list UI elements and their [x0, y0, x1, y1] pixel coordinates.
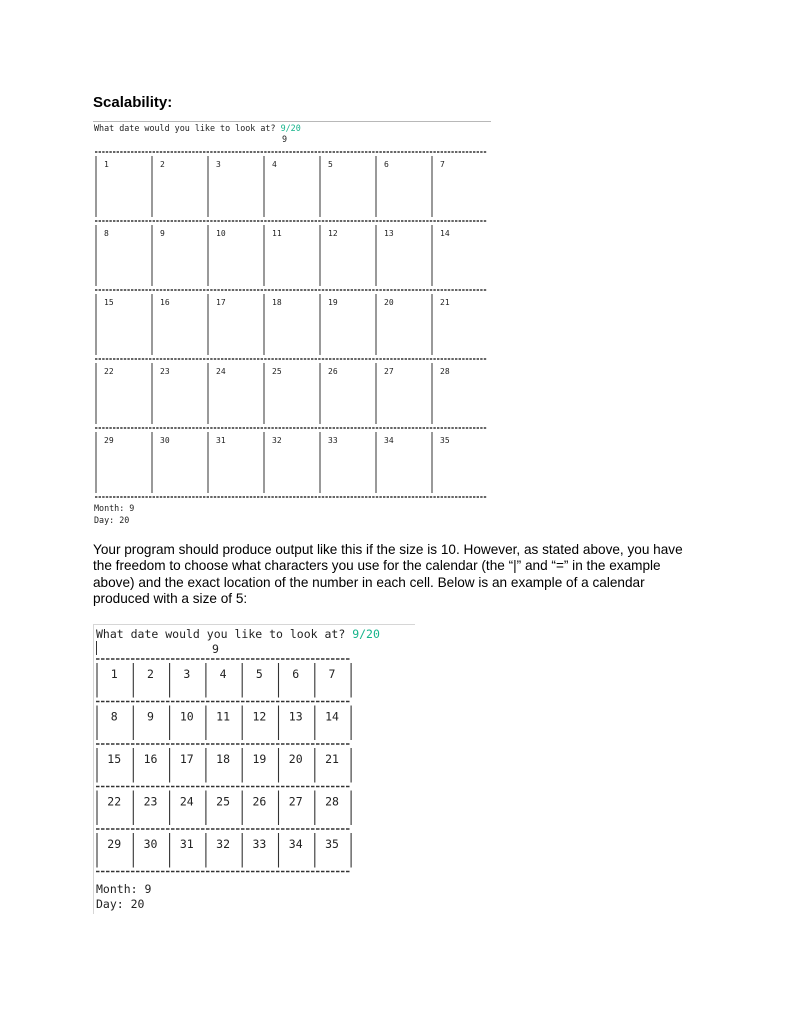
text-cursor	[96, 641, 97, 655]
day-number: 11	[216, 709, 231, 724]
day-number: 31	[179, 837, 194, 851]
day-number: 30	[160, 436, 170, 445]
day-number: 17	[216, 298, 226, 307]
day-number: 33	[328, 436, 338, 445]
screenshot-top-border	[93, 624, 415, 625]
day-number: 2	[147, 667, 154, 681]
day-number: 25	[216, 794, 231, 809]
day-number: 15	[107, 752, 122, 766]
day-number: 12	[252, 709, 267, 724]
day-number: 34	[384, 436, 394, 445]
day-number: 30	[143, 837, 158, 851]
day-number: 9	[160, 229, 165, 238]
day-number: 3	[183, 667, 191, 681]
day-number: 9	[147, 709, 154, 724]
day-number: 5	[328, 160, 333, 169]
calendar-grid-small	[96, 657, 352, 877]
day-number: 8	[110, 709, 118, 724]
day-number: 3	[216, 160, 221, 169]
day-number: 1	[110, 667, 118, 681]
day-number: 29	[107, 837, 122, 851]
month-line: Month: 9	[96, 882, 152, 896]
day-number: 21	[440, 298, 450, 307]
day-number: 20	[384, 298, 394, 307]
day-number: 14	[325, 709, 339, 724]
day-number: 12	[328, 229, 338, 238]
day-number: 27	[288, 794, 303, 809]
day-number: 22	[107, 794, 122, 809]
day-number: 2	[160, 160, 165, 169]
day-number: 6	[384, 160, 389, 169]
day-number: 16	[160, 298, 170, 307]
day-number: 31	[216, 436, 226, 445]
day-number: 32	[216, 837, 231, 851]
day-number: 29	[104, 436, 114, 445]
day-number: 7	[440, 160, 445, 169]
day-number: 10	[216, 229, 226, 238]
day-number: 26	[328, 367, 338, 376]
day-number: 19	[328, 298, 338, 307]
day-number: 16	[143, 752, 158, 766]
day-number: 21	[325, 752, 339, 766]
day-number: 35	[325, 837, 339, 851]
calendar-grid-large	[95, 150, 487, 502]
body-paragraph: Your program should produce output like this if the size is 10. However, as stated above, you have the freedom to choose what characters you use for the calendar (the “|” and “=” in the example above) and the exact location of the number in each cell. Below is an example of a calendar produced with a size of 5:	[93, 542, 683, 606]
day-number: 13	[288, 709, 303, 724]
prompt-input: 9/20	[352, 627, 380, 641]
day-number: 28	[440, 367, 450, 376]
day-number: 28	[325, 794, 339, 809]
screenshot-left-border	[93, 624, 94, 914]
day-line: Day: 20	[94, 515, 130, 525]
day-number: 6	[292, 667, 300, 681]
day-number: 4	[272, 160, 277, 169]
prompt-text: What date would you like to look at?	[96, 627, 353, 641]
day-number: 34	[288, 837, 303, 851]
terminal-screenshot-size-10	[93, 121, 491, 530]
calendar-svg-small	[96, 657, 352, 877]
day-number: 22	[104, 367, 114, 376]
day-number: 18	[272, 298, 282, 307]
day-number: 33	[252, 837, 267, 851]
day-line: Day: 20	[96, 897, 145, 911]
calendar-svg-large	[95, 150, 487, 502]
scalability-heading: Scalability:	[93, 94, 173, 111]
day-number: 13	[384, 229, 394, 238]
prompt-text: What date would you like to look at?	[94, 123, 281, 133]
day-number: 24	[216, 367, 226, 376]
day-number: 35	[440, 436, 450, 445]
day-number: 17	[179, 752, 194, 766]
day-number: 4	[219, 667, 227, 681]
day-number: 24	[179, 794, 194, 809]
day-number: 20	[288, 752, 303, 766]
terminal-screenshot-size-5	[93, 624, 415, 914]
day-number: 26	[252, 794, 267, 809]
date-prompt	[94, 123, 301, 133]
day-number: 32	[272, 436, 282, 445]
day-number: 10	[179, 709, 194, 724]
day-number: 15	[104, 298, 114, 307]
day-number: 25	[272, 367, 282, 376]
echo-line: 9	[282, 134, 288, 144]
screenshot-top-border	[93, 121, 491, 122]
day-number: 27	[384, 367, 394, 376]
day-number: 14	[440, 229, 450, 238]
day-number: 23	[160, 367, 170, 376]
day-number: 8	[104, 229, 109, 238]
day-number: 1	[104, 160, 109, 169]
day-number: 19	[252, 752, 267, 766]
month-line: Month: 9	[94, 503, 135, 513]
echo-line: 9	[212, 642, 219, 656]
day-number: 7	[328, 667, 336, 681]
day-number: 23	[143, 794, 158, 809]
day-number: 5	[255, 667, 263, 681]
day-number: 18	[216, 752, 231, 766]
date-prompt	[96, 627, 380, 641]
day-number: 11	[272, 229, 282, 238]
prompt-input: 9/20	[280, 123, 301, 133]
